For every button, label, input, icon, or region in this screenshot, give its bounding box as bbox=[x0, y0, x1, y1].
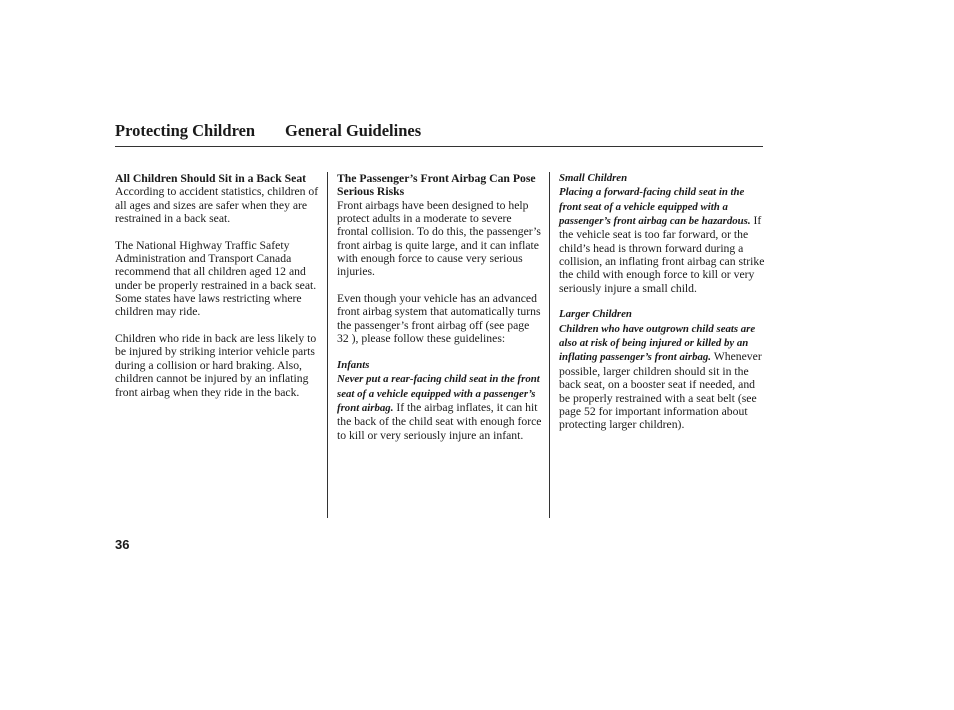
subheading-infants: Infants bbox=[337, 358, 370, 371]
warning-text: Placing a forward-facing child seat in the front seat of a vehicle equipped with a passenger’s front airbag can be hazardous. bbox=[559, 186, 751, 228]
paragraph: According to accident statistics, children of all ages and sizes are safer when they are restrained in a back seat. bbox=[115, 185, 319, 226]
page-header bbox=[115, 121, 763, 141]
paragraph: Even though your vehicle has an advanced front airbag system that automatically turns the passenger’s front airbag off (see page 32 ), please follow these guidelines: bbox=[337, 292, 541, 346]
subheading-small-children: Small Children bbox=[559, 172, 628, 184]
heading-airbag-risk: The Passenger’s Front Airbag Can Pose Serious Risks bbox=[337, 172, 536, 199]
column-1 bbox=[115, 172, 320, 412]
column-divider-2 bbox=[549, 172, 550, 518]
paragraph: If the vehicle seat is too far forward, or the child’s head is thrown forward during a collision, an inflating front airbag can strike the child with enough force to kill or very seriously injure a small child. bbox=[559, 214, 765, 295]
header-rule bbox=[115, 146, 763, 147]
warning-text: Children who have outgrown child seats are also at risk of being injured or killed by an inflating passenger’s front airbag. bbox=[559, 322, 756, 364]
heading-back-seat: All Children Should Sit in a Back Seat bbox=[115, 172, 307, 185]
paragraph: The National Highway Traffic Safety Administration and Transport Canada recommend that all children aged 12 and under be properly restrained in a back seat. Some states have laws restricting where children may ride. bbox=[115, 238, 317, 319]
paragraph: Whenever possible, larger children should sit in the back seat, on a booster seat if needed, and be properly restrained with a seat belt (see page 52 for important information about protecting larger children). bbox=[559, 350, 762, 432]
paragraph: Front airbags have been designed to help protect adults in a moderate to severe frontal collision. To do this, the passenger’s front airbag is quite large, and it can inflate with enough force to cause very serious injuries. bbox=[337, 198, 541, 279]
warning-text: Never put a rear-facing child seat in the front seat of a vehicle equipped with a passenger’s front airbag. bbox=[337, 373, 540, 414]
subheading-larger-children: Larger Children bbox=[559, 308, 632, 321]
column-divider-1 bbox=[327, 172, 328, 518]
subsection-title: General Guidelines bbox=[285, 121, 422, 140]
paragraph: If the airbag inflates, it can hit the back of the child seat with enough force to kill or very seriously injure an infant. bbox=[337, 400, 542, 442]
paragraph: Children who ride in back are less likely to be injured by striking interior vehicle parts during a collision or hard braking. Also, children cannot be injured by an inflating front airbag when they ride in the back. bbox=[115, 332, 317, 399]
page-number: 36 bbox=[115, 537, 130, 552]
column-2 bbox=[337, 172, 543, 455]
section-title: Protecting Children bbox=[115, 121, 256, 140]
column-3 bbox=[559, 172, 765, 445]
